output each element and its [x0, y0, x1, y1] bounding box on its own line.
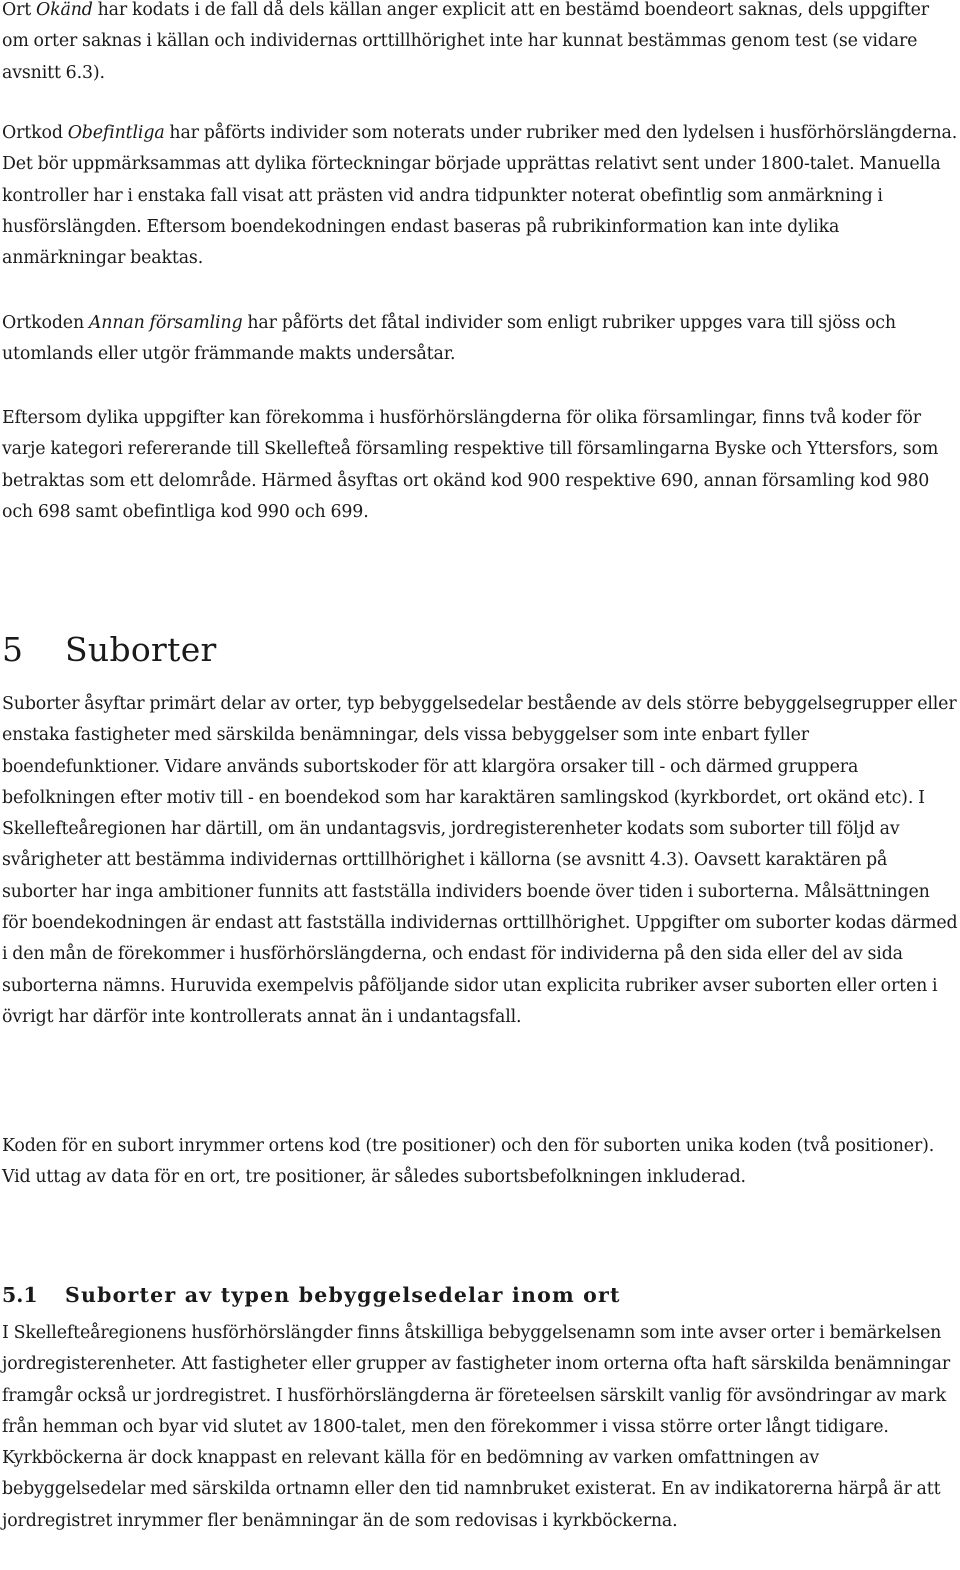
paragraph-annan-forsamling: [2, 308, 958, 371]
section-title: Suborter av typen bebyggelsedelar inom ort: [65, 1283, 621, 1307]
paragraph-text: Ortkod: [2, 123, 68, 143]
paragraph-suborter-intro: Suborter åsyftar primärt delar av orter, typ bebyggelsedelar bestående av dels större bebyggelsegrupper eller enstaka fastigheter med särskilda benämningar, dels vissa bebyggelser som inte enbart fyller boendefunktioner. Vidare används subortskoder för att klargöra orsaker till - och därmed gruppera befolkningen efter motiv till - en boendekod som har karaktären samlingskod (kyrkbordet, ort okänd etc). I Skellefteåregionen har därtill, om än undantagsvis, jordregisterenheter kodats som suborter till följd av svårigheter att bestämma individernas orttillhörighet i källorna (se avsnitt 4.3). Oavsett karaktären på suborter har inga ambitioner funnits att fastställa individers boende över tiden i suborterna. Målsättningen för boendekodningen är endast att fastställa individernas orttillhörighet. Uppgifter om suborter kodas därmed i den mån de förekommer i husförhörslängderna, och endast för individerna på den sida eller del av sida suborterna nämns. Huruvida exempelvis påföljande sidor utan explicita rubriker avser suborten eller orten i övrigt har därför inte kontrollerats annat än i undantagsfall.: [2, 694, 958, 1027]
emphasis-term: Obefintliga: [67, 123, 165, 143]
paragraph-text: har påförts det fåtal individer som enligt rubriker uppges vara till sjöss och utomlands eller utgör främmande makts undersåtar.: [2, 313, 896, 365]
paragraph-ort-okand: [2, 0, 958, 89]
emphasis-term: Annan församling: [88, 313, 243, 333]
emphasis-term: Okänd: [36, 0, 93, 20]
section-title: Suborter: [65, 630, 217, 669]
paragraph-text: Ortkoden: [2, 313, 89, 333]
paragraph-bebyggelsedelar: I Skellefteåregionens husförhörslängder finns åtskilliga bebyggelsenamn som inte avser orter i bemärkelsen jordregisterenheter. Att fastigheter eller grupper av fastigheter inom orterna ofta haft särskilda benämningar framgår också ur jordregistret. I husförhörslängderna är företeelsen särskilt vanlig för avsöndringar av mark från hemman och byar vid slutet av 1800-talet, men den förekommer i vissa större orter långt tidigare. Kyrkböckerna är dock knappast en relevant källa för en bedömning av varken omfattningen av bebyggelsedelar med särskilda ortnamn eller den tid namnbruket existerat. En av indikatorerna härpå är att jordregistret inrymmer fler benämningar än de som redovisas i kyrkböckerna.: [2, 1323, 950, 1531]
paragraph-text: har kodats i de fall då dels källan anger explicit att en bestämd boendeort saknas, dels uppgifter om orter saknas i källan och individernas orttillhörighet inte har kunnat bestämmas genom test (se vidare avsnitt 6.3).: [2, 0, 929, 83]
paragraph-subort-kod: Koden för en subort inrymmer ortens kod (tre positioner) och den för suborten unika koden (två positioner). Vid uttag av data för en ort, tre positioner, är således subortsbefolkningen inkluderad.: [2, 1136, 935, 1188]
section-number: 5: [2, 630, 24, 669]
section-heading-5-1: [2, 1278, 621, 1312]
paragraph-kodexempel: Eftersom dylika uppgifter kan förekomma i husförhörslängderna för olika församlingar, finns två koder för varje kategori refererande till Skellefteå församling respektive till församlingarna Byske och Yttersfors, som betraktas som ett delområde. Härmed åsyftas ort okänd kod 900 respektive 690, annan församling kod 980 och 698 samt obefintliga kod 990 och 699.: [2, 408, 939, 522]
paragraph-obefintliga: [2, 118, 958, 274]
paragraph-text: har påförts individer som noterats under rubriker med den lydelsen i husförhörslängderna. Det bör uppmärksammas att dylika förteckningar började upprättas relativt sent under 1800-talet. Manuella kontroller har i enstaka fall visat att prästen vid andra tidpunkter noterat obefintlig som anmärkning i husförslängden. Eftersom boendekodningen endast baseras på rubrikinformation kan inte dylika anmärkningar beaktas.: [2, 123, 958, 269]
section-number: 5.1: [2, 1283, 38, 1307]
section-heading-5: [2, 626, 217, 674]
paragraph-text: Ort: [2, 0, 36, 20]
